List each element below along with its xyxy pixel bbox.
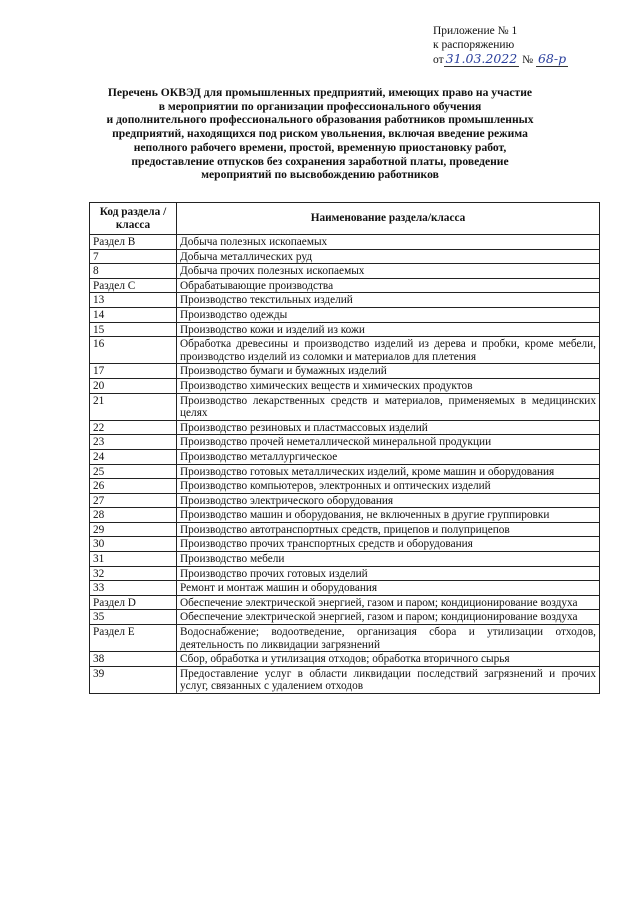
table-row <box>90 652 600 667</box>
row-code: 32 <box>90 566 177 581</box>
row-code: 17 <box>90 364 177 379</box>
table-row <box>90 566 600 581</box>
row-name: Обеспечение электрической энергией, газом и паром; кондиционирование воздуха <box>177 595 600 610</box>
table-header-row <box>90 203 600 235</box>
row-code: Раздел B <box>90 235 177 250</box>
document-title <box>100 86 540 182</box>
table-row <box>90 464 600 479</box>
table-row <box>90 552 600 567</box>
table-row <box>90 322 600 337</box>
row-code: 22 <box>90 420 177 435</box>
row-name: Производство прочей неметаллической минеральной продукции <box>177 435 600 450</box>
annex-order-ref: к распоряжению <box>433 39 515 51</box>
row-code: 38 <box>90 652 177 667</box>
table-row <box>90 235 600 250</box>
row-name: Добыча полезных ископаемых <box>177 235 600 250</box>
okved-table <box>89 202 600 694</box>
row-code: 26 <box>90 479 177 494</box>
row-name: Производство кожи и изделий из кожи <box>177 322 600 337</box>
row-name: Водоснабжение; водоотведение, организация сбора и утилизации отходов, деятельность по ликвидации загрязнений <box>177 625 600 652</box>
table-row <box>90 307 600 322</box>
row-name: Производство текстильных изделий <box>177 293 600 308</box>
row-name: Ремонт и монтаж машин и оборудования <box>177 581 600 596</box>
row-name: Обработка древесины и производство изделий из дерева и пробки, кроме мебели, производство изделий из соломки и материалов для плетения <box>177 337 600 364</box>
row-code: 33 <box>90 581 177 596</box>
table-row <box>90 249 600 264</box>
handwritten-date: 31.03.2022 <box>445 51 518 66</box>
row-code: 24 <box>90 449 177 464</box>
table-row <box>90 537 600 552</box>
row-name: Производство электрического оборудования <box>177 493 600 508</box>
row-name: Сбор, обработка и утилизация отходов; обработка вторичного сырья <box>177 652 600 667</box>
row-code: 35 <box>90 610 177 625</box>
annex-from-label: от <box>433 54 444 66</box>
table-row <box>90 479 600 494</box>
table-row <box>90 364 600 379</box>
row-code: 8 <box>90 264 177 279</box>
table-row <box>90 493 600 508</box>
row-code: 21 <box>90 393 177 420</box>
row-code: 20 <box>90 378 177 393</box>
row-code: 30 <box>90 537 177 552</box>
header-name: Наименование раздела/класса <box>177 203 600 235</box>
title-line: предоставление отпусков без сохранения заработной платы, проведение <box>131 154 509 168</box>
title-line: мероприятий по высвобождению работников <box>201 168 439 182</box>
annex-block <box>433 24 568 67</box>
header-code: Код раздела /класса <box>90 203 177 235</box>
row-name: Добыча прочих полезных ископаемых <box>177 264 600 279</box>
row-name: Производство бумаги и бумажных изделий <box>177 364 600 379</box>
row-code: 15 <box>90 322 177 337</box>
row-name: Производство резиновых и пластмассовых изделий <box>177 420 600 435</box>
row-code: 29 <box>90 522 177 537</box>
row-name: Производство автотранспортных средств, прицепов и полуприцепов <box>177 522 600 537</box>
table-row <box>90 625 600 652</box>
row-code: 16 <box>90 337 177 364</box>
handwritten-number: 68-р <box>537 51 567 66</box>
row-code: 27 <box>90 493 177 508</box>
row-code: 7 <box>90 249 177 264</box>
table-row <box>90 378 600 393</box>
row-code: Раздел C <box>90 278 177 293</box>
title-line: в мероприятии по организации профессионального обучения <box>158 99 482 113</box>
table-row <box>90 522 600 537</box>
row-code: 25 <box>90 464 177 479</box>
row-name: Производство готовых металлических изделий, кроме машин и оборудования <box>177 464 600 479</box>
row-name: Обеспечение электрической энергией, газом и паром; кондиционирование воздуха <box>177 610 600 625</box>
row-name: Производство одежды <box>177 307 600 322</box>
table-row <box>90 666 600 693</box>
row-code: Раздел E <box>90 625 177 652</box>
row-name: Предоставление услуг в области ликвидации последствий загрязнений и прочих услуг, связанных с удалением отходов <box>177 666 600 693</box>
title-line: неполного рабочего времени, простой, временную приостановку работ, <box>133 140 507 154</box>
table-row <box>90 393 600 420</box>
table-row <box>90 595 600 610</box>
title-line: и дополнительного профессионального образования работников промышленных <box>106 113 534 127</box>
row-code: 39 <box>90 666 177 693</box>
row-code: 23 <box>90 435 177 450</box>
row-name: Производство металлургическое <box>177 449 600 464</box>
row-name: Производство лекарственных средств и материалов, применяемых в медицинских целях <box>177 393 600 420</box>
table-row <box>90 581 600 596</box>
row-code: Раздел D <box>90 595 177 610</box>
row-name: Производство прочих готовых изделий <box>177 566 600 581</box>
table-row <box>90 435 600 450</box>
row-name: Производство мебели <box>177 552 600 567</box>
row-name: Добыча металлических руд <box>177 249 600 264</box>
row-name: Обрабатывающие производства <box>177 278 600 293</box>
table-row <box>90 420 600 435</box>
row-name: Производство химических веществ и химических продуктов <box>177 378 600 393</box>
table-row <box>90 610 600 625</box>
annex-date-line <box>433 52 568 67</box>
table-row <box>90 278 600 293</box>
title-line: предприятий, находящихся под риском увольнения, включая введение режима <box>112 127 528 141</box>
table-row <box>90 293 600 308</box>
annex-number: Приложение № 1 <box>433 25 518 37</box>
row-code: 28 <box>90 508 177 523</box>
row-code: 14 <box>90 307 177 322</box>
table-row <box>90 337 600 364</box>
table-row <box>90 264 600 279</box>
row-code: 13 <box>90 293 177 308</box>
annex-no-label: № <box>522 54 534 66</box>
row-code: 31 <box>90 552 177 567</box>
row-name: Производство машин и оборудования, не включенных в другие группировки <box>177 508 600 523</box>
table-row <box>90 508 600 523</box>
table-row <box>90 449 600 464</box>
row-name: Производство прочих транспортных средств и оборудования <box>177 537 600 552</box>
title-line: Перечень ОКВЭД для промышленных предприятий, имеющих право на участие <box>107 86 533 99</box>
row-name: Производство компьютеров, электронных и оптических изделий <box>177 479 600 494</box>
